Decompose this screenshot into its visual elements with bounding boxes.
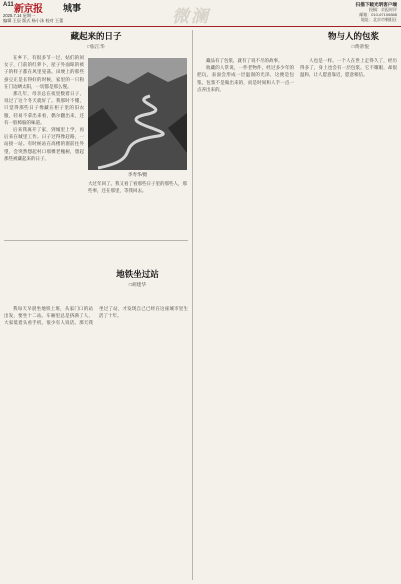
article-3 <box>197 30 397 50</box>
article-1 <box>4 30 188 50</box>
divider <box>4 240 188 241</box>
paragraph: 人也是一样。一个人在世上走得久了，经历得多了，身上也会有一层包浆。它不耀眼，却很温和，让人愿意靠近，愿意相信。 <box>300 59 397 79</box>
paragraph: 藏品有了包浆，就有了说不尽的故事。 <box>206 59 283 64</box>
paragraph: 我每天早晨坐地铁上班，从家门口的站出发，要坐十二站。车厢里总是挤满了人，大家低着头看手机，很少有人说话。那天我坐过了站，才发现自己已经在这座城市里生活了十年。 <box>4 307 188 327</box>
article-author: □胡建华 <box>128 283 147 288</box>
article-2 <box>88 268 187 288</box>
column-masthead: 微澜 <box>172 7 210 27</box>
article-author: □张江华 <box>87 45 105 50</box>
photo-caption: 李寿华/摄 <box>127 172 148 177</box>
contact-line: 地址：北京市朝阳区 <box>361 17 397 22</box>
mountain-road-image <box>88 58 187 170</box>
paragraph: 后来我离开了家，到城里上学，再后来在城里工作。日子过得像赶路，一站接一站。有时候站在高楼的窗前往外望，会突然想起村口那棵老槐树，想起那些被藏起来的日子。 <box>4 128 84 162</box>
article-body <box>4 306 188 578</box>
download-hint: 扫描下载光明客户端 <box>355 2 397 7</box>
newspaper-logo: 新京报 <box>14 4 43 15</box>
paragraph: 那几年，母亲总在夜里数着日子，说过了这个冬天就好了。我那时不懂，只觉得那些日子像藏在柜子里的旧衣服，轻易不拿出来看，偶尔翻出来，还有一股樟脑的味道。 <box>4 92 84 126</box>
contact-line: 投稿：京报时评 <box>369 7 397 12</box>
divider <box>192 30 193 580</box>
article-photo <box>88 58 187 170</box>
article-body <box>197 58 397 578</box>
page-number: A11 <box>3 2 14 8</box>
article-body <box>4 55 84 303</box>
contact-box <box>309 2 397 22</box>
paragraph: 收藏的人常说，一件老物件，经过多少年的把玩，表面会形成一层温润的光泽，这便是包浆。包浆不是做出来的，而是时间和人手一点一点养出来的。 <box>197 66 294 93</box>
editor-line: 编辑 王辰 版式 杨小沫 校对 王蕾 <box>3 18 64 23</box>
article-author: □黄蒂悦 <box>351 45 369 50</box>
contact-line: 邮箱：010-67106888 <box>359 12 397 17</box>
edition-meta <box>3 13 63 23</box>
page-header <box>0 0 401 27</box>
paragraph: 在乡下，有很多节一过，姑们的闺女子，门前的红萝卜，屋子外面晾的被子的样子都在风里晃荡。田埂上的那些蚕豆正是长得好的时候，家里的一只狗在门边晒太阳，一切都是那么慢。 <box>4 56 84 90</box>
section-name: 城事 <box>63 4 82 14</box>
article-title: 地铁坐过站 <box>116 270 159 280</box>
article-title: 物与人的包浆 <box>327 32 379 42</box>
paragraph: 大过年回了。我又看了看那些日子里的那些人，那些事，还在那里，等我回去。 <box>88 182 187 195</box>
article-title: 藏起来的日子 <box>70 32 122 42</box>
article-tail <box>88 181 187 226</box>
date-line: 2025.7.14 星期一 <box>3 13 36 18</box>
